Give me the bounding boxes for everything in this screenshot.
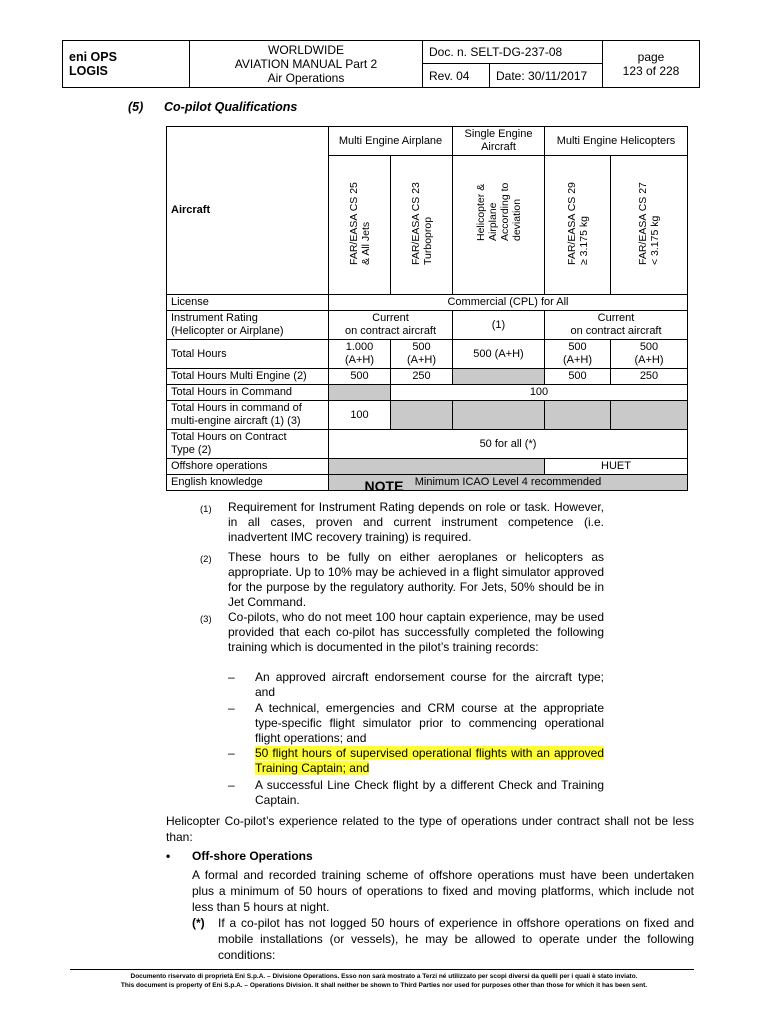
page-number: 123 of 228 (622, 64, 680, 78)
group-multi-engine-airplane: Multi Engine Airplane (329, 127, 453, 156)
ir-airplane (329, 311, 453, 340)
shaded-cell (453, 401, 545, 430)
th-cs29 (545, 340, 611, 369)
title-line-1: WORLDWIDE (268, 43, 344, 57)
table-row (167, 369, 688, 385)
th-cs25 (329, 340, 391, 369)
shaded-cell (611, 401, 688, 430)
ir-airplane-1: Current (372, 312, 409, 324)
dash-marker: – (228, 778, 235, 792)
shaded-cell (545, 401, 611, 430)
thct-value: 50 for all (*) (329, 430, 688, 459)
star-condition (192, 915, 694, 963)
col-header-cs23 (391, 156, 453, 295)
thme-cs23: 250 (391, 369, 453, 385)
table-row (167, 340, 688, 369)
th-cs23 (391, 340, 453, 369)
row-label-offshore: Offshore operations (167, 459, 329, 475)
note-title: NOTE (364, 478, 404, 494)
table-row (167, 385, 688, 401)
training-item (228, 746, 604, 776)
col-header-cs29 (545, 156, 611, 295)
training-item (228, 670, 604, 700)
th-cs27-a: 500 (639, 341, 659, 353)
thme-cs25: 500 (329, 369, 391, 385)
th-cs29-a: 500 (568, 341, 587, 353)
row-label-total-hours: Total Hours (167, 340, 329, 369)
thicme-cs25: 100 (329, 401, 391, 430)
training-item-4: A successful Line Check flight by a different Check and Training Captain. (255, 778, 604, 807)
footer-divider (70, 969, 694, 970)
training-item (228, 778, 604, 808)
col-header-single (453, 156, 545, 295)
footer-line-1: Documento riservato di proprietà Eni S.p.A. – Divisione Operations. Esso non sarà mostrato a Terzi né utilizzato per scopi diversi da quelli per i quali è stato inviato. (130, 973, 638, 980)
training-item-3-highlighted: 50 flight hours of supervised operational flights with an approved Training Captain; and (255, 746, 604, 775)
section-title: Co-pilot Qualifications (164, 100, 298, 114)
ir-heli-1: Current (597, 312, 635, 324)
row-label-multi-engine: Total Hours Multi Engine (2) (167, 369, 329, 385)
company-line-2: LOGIS (69, 64, 108, 78)
row-label-license: License (167, 295, 329, 311)
footer-line-2: This document is property of Eni S.p.A. – Operations Division. It shall neither be shown to Third Parties nor used for purposes other than those for which it has been sent. (120, 982, 648, 989)
offshore-bullet (166, 849, 313, 863)
note-3-text: Co-pilots, who do not meet 100 hour captain experience, may be used provided that each co-pilot has successfully completed the following training which is documented in the pilot’s training records: (228, 610, 604, 654)
star-label: (*) (192, 916, 205, 930)
thic-value: 100 (391, 385, 688, 401)
col-header-cs27-text: FAR/EASA CS 27 < 3.175 kg (637, 182, 661, 265)
note-1-text: Requirement for Instrument Rating depends on role or task. However, in all cases, proven and current instrument competence (i.e. inadvertent IMC recovery training) is required. (228, 500, 604, 544)
table-row (167, 311, 688, 340)
thct-label-2: Type (2) (171, 444, 212, 456)
row-label-contract-type (167, 430, 329, 459)
note-1-number: (1) (200, 504, 212, 515)
offshore-heading: Off-shore Operations (192, 849, 313, 863)
thme-cs27: 250 (611, 369, 688, 385)
offshore-value: HUET (545, 459, 688, 475)
ir-single: (1) (453, 311, 545, 340)
title-line-3: Air Operations (267, 71, 345, 85)
row-label-english: English knowledge (167, 475, 329, 491)
manual-title-cell (190, 41, 423, 88)
note-3 (200, 610, 604, 655)
bullet-icon: • (166, 849, 171, 863)
shaded-cell (453, 369, 545, 385)
company-cell (63, 41, 190, 88)
revision-date: Date: 30/11/2017 (490, 64, 603, 88)
table-row (167, 295, 688, 311)
col-header-cs29-text: FAR/EASA CS 29 ≥ 3.175 kg (565, 182, 590, 265)
group-single-engine: Single Engine Aircraft (453, 127, 545, 156)
th-cs29-b: (A+H) (562, 354, 593, 366)
thicme-label-2: multi-engine aircraft (1) (3) (171, 415, 301, 427)
col-header-cs23-text: FAR/EASA CS 23 Turboprop (409, 182, 434, 265)
training-item-1: An approved aircraft endorsement course for the aircraft type; and (255, 670, 604, 699)
note-1 (200, 500, 604, 545)
group-multi-engine-helicopters: Multi Engine Helicopters (545, 127, 688, 156)
thicme-label-1: Total Hours in command of (171, 402, 302, 414)
dash-marker: – (228, 670, 235, 684)
col-header-cs27 (611, 156, 688, 295)
note-3-number: (3) (200, 614, 212, 625)
note-2 (200, 550, 604, 610)
th-single: 500 (A+H) (453, 340, 545, 369)
dash-marker: – (228, 746, 235, 760)
shaded-cell (329, 385, 391, 401)
offshore-paragraph: A formal and recorded training scheme of offshore operations must have been undertaken plus a minimum of 50 hours of operations to fixed and moving platforms, which include not less than 5 hours at night. (192, 868, 694, 914)
english-value: Minimum ICAO Level 4 recommended (329, 475, 688, 491)
ir-label-2: (Helicopter or Airplane) (171, 325, 284, 337)
qualifications-table (166, 126, 688, 491)
row-label-instrument-rating (167, 311, 329, 340)
section-heading (128, 100, 297, 114)
note-2-number: (2) (200, 554, 212, 565)
shaded-cell (329, 459, 545, 475)
revision: Rev. 04 (423, 64, 490, 88)
th-cs27 (611, 340, 688, 369)
aircraft-label-cell (167, 127, 329, 295)
th-cs23-b: (A+H) (406, 354, 437, 366)
col-header-single-text: Helicopter & Airplane According to deviation (474, 182, 523, 241)
ir-heli (545, 311, 688, 340)
thct-label-1: Total Hours on Contract (171, 431, 287, 443)
table-row (167, 430, 688, 459)
license-value: Commercial (CPL) for All (329, 295, 688, 311)
table-row (167, 459, 688, 475)
page-number-cell (603, 41, 700, 88)
ir-heli-2: on contract aircraft (570, 325, 662, 337)
training-item-2: A technical, emergencies and CRM course at the appropriate type-specific flight simulator prior to commencing operational flight operations; and (255, 701, 604, 745)
dash-marker: – (228, 701, 235, 715)
section-number: (5) (128, 100, 144, 114)
page-label: page (637, 50, 665, 64)
th-cs25-b: (A+H) (344, 354, 375, 366)
th-cs27-b: (A+H) (634, 354, 664, 366)
title-line-2: AVIATION MANUAL Part 2 (234, 57, 378, 71)
aircraft-label: Aircraft (171, 204, 211, 216)
th-cs23-a: 500 (412, 341, 431, 353)
row-label-command-multi-engine (167, 401, 329, 430)
col-header-cs25-text: FAR/EASA CS 25 & All Jets (347, 182, 372, 265)
thme-cs29: 500 (545, 369, 611, 385)
doc-number: Doc. n. SELT-DG-237-08 (423, 41, 603, 64)
ir-label-1: Instrument Rating (171, 312, 258, 324)
helicopter-experience-paragraph: Helicopter Co-pilot’s experience related to the type of operations under contract shall not be less than: (166, 814, 694, 844)
table-row (167, 401, 688, 430)
row-label-in-command: Total Hours in Command (167, 385, 329, 401)
th-cs25-a: 1.000 (345, 341, 374, 353)
shaded-cell (391, 401, 453, 430)
company-line-1: eni OPS (69, 50, 117, 64)
document-header (62, 40, 700, 88)
star-text: If a co-pilot has not logged 50 hours of experience in offshore operations on fixed and mobile installations (or vessels), he may be allowed to operate under the following conditions: (218, 916, 694, 962)
note-2-text: These hours to be fully on either aeroplanes or helicopters as appropriate. Up to 10% may be achieved in a flight simulator approved for the purpose by the regulatory authority. For Jets, 50% should be in Jet Command. (228, 550, 604, 609)
ir-airplane-2: on contract aircraft (344, 325, 437, 337)
training-item (228, 701, 604, 746)
col-header-cs25 (329, 156, 391, 295)
